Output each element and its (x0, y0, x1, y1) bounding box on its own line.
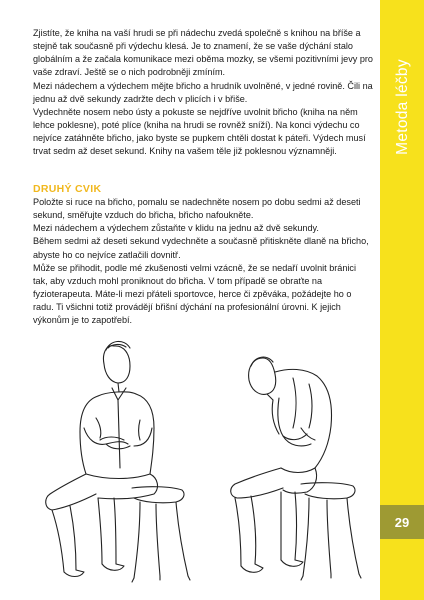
illustration-inhale (36, 328, 206, 588)
paragraph: Během sedmi až deseti sekund vydechněte a současně přitiskněte dlaně na břicho, abyste ho co nejvíce zatlačili dovnitř. (33, 236, 369, 260)
sidebar-title-text: Metoda léčby (394, 59, 411, 155)
paragraph: Zjistíte, že kniha na vaší hrudi se při nádechu zvedá společně s knihou na bříše a stejně tak současně při výdechu klesá. Je to znamení, že se vaše dýchání stalo globálním a že začala komunikace mezi oběma mozky, se všemi pozitivními jevy pro vaše zdraví. Ještě se o nich podrobněji zmíním. (33, 28, 373, 78)
paragraph: Položte si ruce na břicho, pomalu se nadechněte nosem po dobu sedmi až deseti sekund, směřujte vzduch do břicha, břicho nafoukněte. (33, 197, 361, 221)
paragraph: Může se přihodit, podle mé zkušenosti velmi vzácně, že se nedaří uvolnit bránici tak, aby vzduch mohl proniknout do břicha. V tom případě se obraťte na fyzioterapeuta. Máte-li mezi přáteli sportovce, herce či zpěváka, požádejte ho o radu. Ti všichni totiž provádějí břišní dýchání na profesionální úrovni. K jejich výkonům je to zapotřebí. (33, 262, 356, 326)
illustration-exhale (205, 328, 375, 588)
page-number: 29 (394, 514, 410, 530)
section-1-text (33, 27, 373, 159)
paragraph: Mezi nádechem a výdechem zůstaňte v klidu na jednu až dvě sekundy. (33, 223, 319, 234)
paragraph: Vydechněte nosem nebo ústy a pokuste se nejdříve uvolnit břicho (kniha na něm lehce poklesne), poté plíce (kniha na hrudi se rovněž sníží). Na konci výdechu co nejvíce zatáhněte břicho, jako byste se pupkem chtěli dostat k páteři. Výdech musí trvat sedm až deset sekund. Knihy na vašem těle již poklesnou významněji. (33, 106, 366, 157)
paragraph: Mezi nádechem a výdechem mějte břicho a hrudník uvolněné, v jedné rovině. Čili na jednu až dvě sekundy zadržte dech v plicích i v břiše. (33, 80, 373, 104)
section-2-heading: DRUHÝ CVIK (33, 183, 102, 195)
section-2-text (33, 196, 373, 328)
sidebar-title (393, 22, 413, 192)
page-number-box (380, 505, 424, 539)
